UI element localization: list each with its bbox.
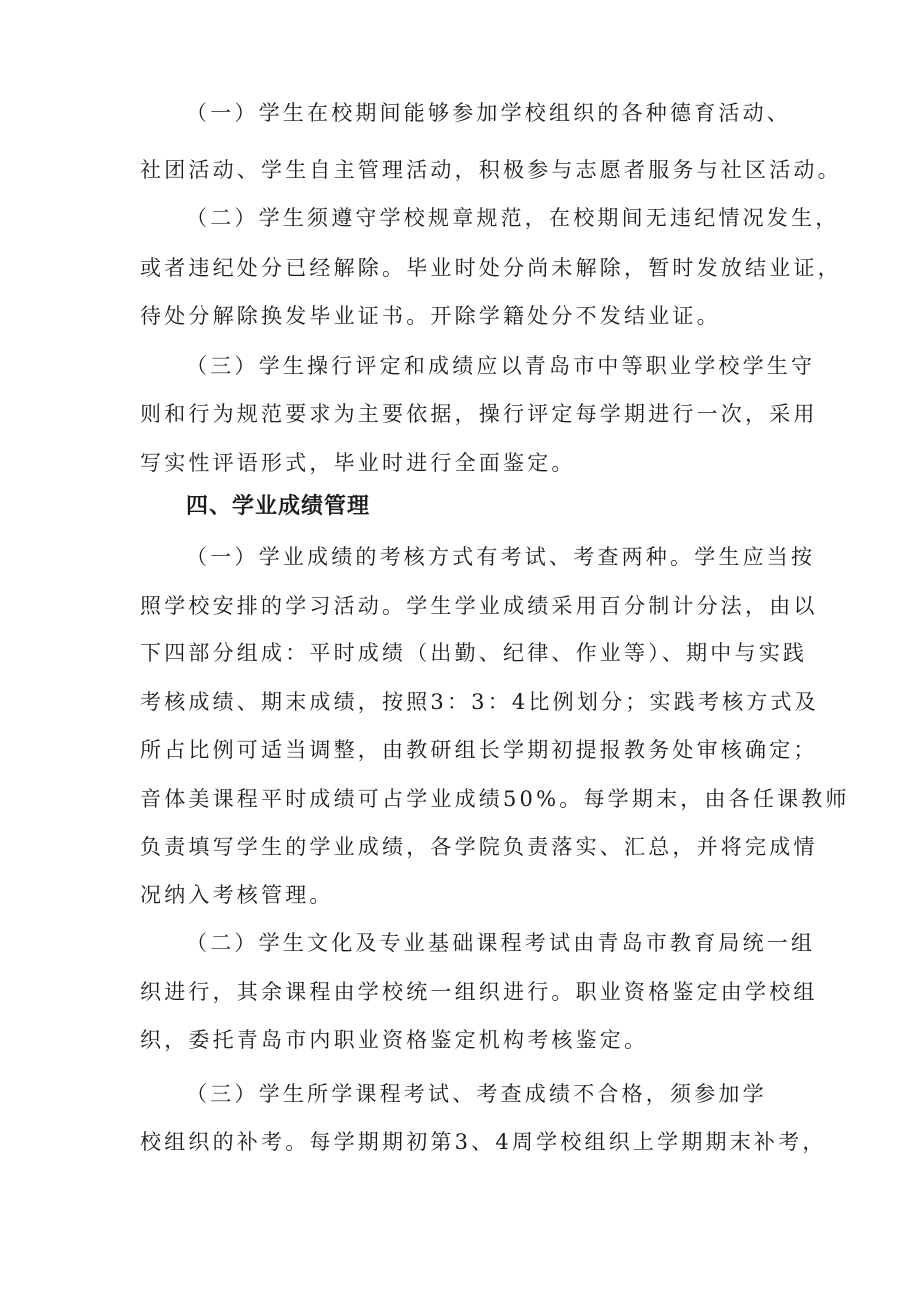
paragraph-4-1-line-3: 下四部分组成：平时成绩（出勤、纪律、作业等）、期中与实践 — [140, 641, 808, 665]
paragraph-3-1-line-1: （一）学生在校期间能够参加学校组织的各种德育活动、 — [186, 101, 791, 125]
paragraph-4-2-line-3: 织，委托青岛市内职业资格鉴定机构考核鉴定。 — [140, 1028, 649, 1052]
paragraph-4-2-line-2: 织进行，其余课程由学校统一组织进行。职业资格鉴定由学校组 — [140, 980, 818, 1004]
paragraph-4-1-line-2: 照学校安排的学习活动。学生学业成绩采用百分制计分法，由以 — [140, 594, 818, 618]
paragraph-4-1-line-8: 况纳入考核管理。 — [140, 883, 334, 907]
section-heading: 四、学业成绩管理 — [186, 494, 371, 519]
paragraph-3-2-line-1: （二）学生须遵守学校规章规范，在校期间无违纪情况发生， — [186, 206, 840, 230]
paragraph-4-1-line-1: （一）学业成绩的考核方式有考试、考查两种。学生应当按 — [186, 545, 816, 569]
paragraph-4-1-line-6: 音体美课程平时成绩可占学业成绩50%。每学期末，由各任课教师 — [140, 787, 850, 811]
paragraph-4-2-line-1: （二）学生文化及专业基础课程考试由青岛市教育局统一组 — [186, 931, 816, 955]
paragraph-3-2-line-3: 待处分解除换发毕业证书。开除学籍处分不发结业证。 — [140, 304, 721, 328]
paragraph-3-3-line-2: 则和行为规范要求为主要依据，操行评定每学期进行一次，采用 — [140, 402, 818, 426]
paragraph-4-1-line-7: 负责填写学生的学业成绩，各学院负责落实、汇总，并将完成情 — [140, 835, 818, 859]
paragraph-4-3-line-1: （三）学生所学课程考试、考查成绩不合格，须参加学 — [186, 1082, 767, 1106]
paragraph-3-3-line-3: 写实性评语形式，毕业时进行全面鉴定。 — [140, 451, 576, 475]
paragraph-3-2-line-2: 或者违纪处分已经解除。毕业时处分尚未解除，暂时发放结业证， — [140, 256, 842, 280]
paragraph-4-1-line-5: 所占比例可适当调整，由教研组长学期初提报教务处审核确定； — [140, 738, 818, 762]
paragraph-3-1-line-2: 社团活动、学生自主管理活动，积极参与志愿者服务与社区活动。 — [140, 158, 842, 182]
paragraph-3-3-line-1: （三）学生操行评定和成绩应以青岛市中等职业学校学生守 — [186, 354, 816, 378]
paragraph-4-3-line-2: 校组织的补考。每学期期初第3、4周学校组织上学期期末补考， — [140, 1130, 827, 1154]
paragraph-4-1-line-4: 考核成绩、期末成绩，按照3：3：4比例划分；实践考核方式及 — [140, 690, 819, 714]
